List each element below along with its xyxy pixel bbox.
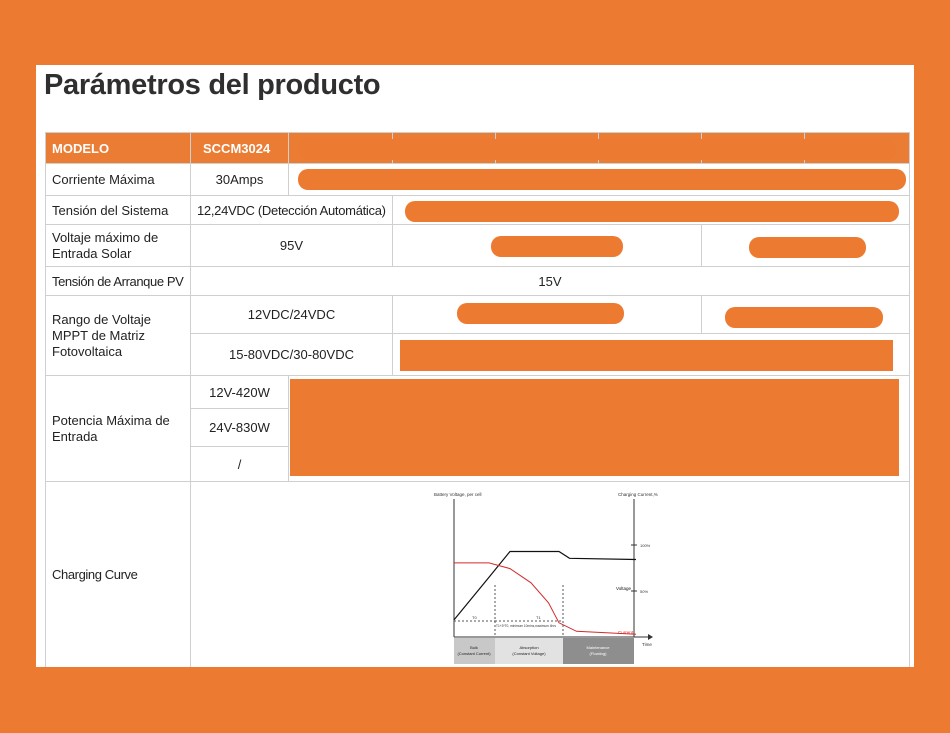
potencia-value-1: 12V-420W: [191, 376, 289, 409]
header-model-value: SCCM3024: [191, 133, 289, 164]
current-series-label: Current: [618, 630, 634, 635]
header-model-label: MODELO: [46, 133, 191, 164]
redaction-tension: [405, 201, 899, 222]
voltaje-max-label: Voltaje máximo de Entrada Solar: [46, 225, 191, 267]
stage-maintenance-sub: (Floating): [589, 651, 607, 656]
redaction-potencia: [290, 379, 899, 476]
rango-mppt-value-1: 12VDC/24VDC: [191, 296, 393, 334]
redaction-rango-1: [457, 303, 624, 324]
annotation-t1: T1: [536, 615, 541, 620]
corriente-value: 30Amps: [191, 164, 289, 196]
right-axis-label: Charging Current,%: [618, 492, 658, 497]
voltaje-max-value: 95V: [191, 225, 393, 267]
potencia-label: Potencia Máxima de Entrada: [46, 376, 191, 482]
rango-mppt-label: Rango de Voltaje MPPT de Matriz Fotovoltaica: [46, 296, 191, 376]
tick-label-50: 50%: [640, 589, 649, 594]
redaction-header: [298, 139, 896, 160]
arranque-value: 15V: [191, 267, 910, 296]
time-axis-label: Time: [642, 642, 652, 647]
left-axis-label: Battery Voltage, per cell: [434, 492, 482, 497]
tension-sistema-label: Tensión del Sistema: [46, 196, 191, 225]
annotation-t0: T0: [472, 615, 477, 620]
potencia-value-2: 24V-830W: [191, 409, 289, 447]
redaction-rango-3: [400, 340, 893, 371]
product-sheet: [36, 65, 914, 667]
corriente-label: Corriente Máxima: [46, 164, 191, 196]
redaction-rango-2: [725, 307, 883, 328]
stage-bulk-name: Bulk: [470, 645, 478, 650]
curve-label: Charging Curve: [46, 482, 191, 667]
redaction-voltaje-1: [491, 236, 623, 257]
tick-label-100: 100%: [640, 543, 651, 548]
stage-absorption-sub: (Constant Voltage): [512, 651, 546, 656]
voltage-series-label: Voltage: [616, 586, 632, 591]
annotation-duration: T1+3*T0, minimum 10mins,maximum 4hrs: [496, 624, 556, 628]
voltage-curve: [454, 552, 636, 620]
stage-bulk-sub: (Constant Current): [457, 651, 491, 656]
arranque-label: Tensión de Arranque PV: [46, 267, 191, 296]
redaction-voltaje-2: [749, 237, 866, 258]
tension-sistema-value: 12,24VDC (Detección Automática): [191, 196, 393, 225]
time-axis-arrow: [648, 634, 653, 640]
potencia-value-3: /: [191, 447, 289, 482]
rango-mppt-value-2: 15-80VDC/30-80VDC: [191, 334, 393, 376]
stage-maintenance-name: Maintenance: [586, 645, 610, 650]
charging-curve-chart: [426, 485, 666, 667]
page-title: Parámetros del producto: [44, 69, 381, 101]
stage-absorption-name: Absorption: [519, 645, 539, 650]
redaction-corriente: [298, 169, 906, 190]
